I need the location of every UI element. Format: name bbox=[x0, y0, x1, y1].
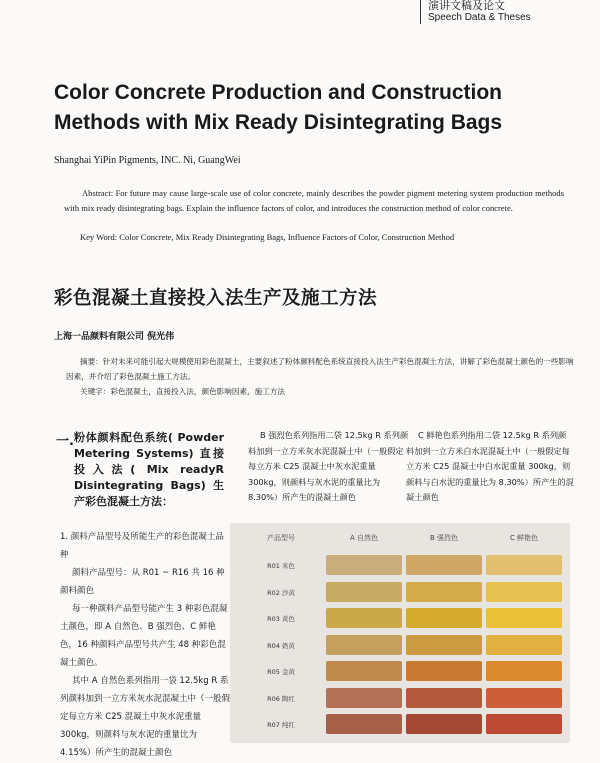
color-swatch bbox=[406, 688, 482, 708]
color-swatch bbox=[326, 688, 402, 708]
authors-cn: 上海一品颜料有限公司 倪光伟 bbox=[54, 332, 175, 342]
color-swatch-table bbox=[230, 523, 570, 743]
color-swatch bbox=[326, 714, 402, 734]
table-header-1: A 自然色 bbox=[349, 534, 378, 542]
color-swatch bbox=[486, 661, 562, 681]
table-row-label: R02 沙黄 bbox=[267, 588, 295, 597]
paragraph-3: 每一种颜料产品型号能产生 3 种彩色混凝土颜色，即 A 自然色、B 强烈色、C 鲜艳色，16 种颜料产品型号共产生 48 种彩色混凝土颜色。 bbox=[60, 604, 228, 668]
color-swatch bbox=[486, 555, 562, 575]
running-header-cn: 演讲文稿及论文 bbox=[428, 0, 505, 12]
color-swatch bbox=[326, 582, 402, 602]
keywords-cn: 关键字：彩色混凝土，直接投入法，颜色影响因素，施工方法 bbox=[80, 387, 286, 396]
color-swatch bbox=[486, 688, 562, 708]
table-row-label: R07 纯红 bbox=[267, 721, 295, 729]
abstract-cn: 摘要：针对未来可能引起大规模使用彩色混凝土，主要叙述了粉体颜料配色系统直接投入法生产彩色混凝土方法，讲解了彩色混凝土颜色的一些影响因素，并介绍了彩色混凝土施工方法。 bbox=[66, 357, 574, 381]
color-swatch bbox=[406, 582, 482, 602]
abstract-en: Abstract: For future may cause large-scale use of color concrete, mainly describes the powder pigment metering system production methods with mix ready disintegrating bags. Explain the influence factors of color, and introduces the construction method of color concrete. bbox=[64, 188, 564, 213]
section-heading: 粉体颜料配色系统( Powder Metering Systems) 直接投入法( Mix readyR Disintegrating Bags) 生产彩色混凝土方法： bbox=[74, 431, 224, 508]
table-row-label: R04 奶黄 bbox=[267, 641, 295, 650]
header-divider bbox=[420, 0, 421, 24]
body-column-left bbox=[60, 528, 230, 762]
body-column-right: C 鲜艳色系列指用二袋 12.5kg R 系列颜料加到一立方米白水泥混凝土中（一般假定每立方米 C25 混凝土中白水泥重量 300kg，则颜料与白水泥的重量比为 8.30%）所产生的混凝土颜色 bbox=[406, 430, 574, 502]
color-swatch bbox=[406, 608, 482, 628]
color-swatch bbox=[406, 635, 482, 655]
paper-title-en: Color Concrete Production and Construction Methods with Mix Ready Disintegrating Bags bbox=[54, 81, 503, 134]
body-column-middle: B 强烈色系列指用二袋 12.5kg R 系列颜料加到一立方米灰水泥混凝土中（一般假定每立方米 C25 混凝土中灰水泥重量 300kg，则颜料与灰水泥的重量比为 8.30%）所产生的混凝土颜色 bbox=[248, 430, 409, 502]
color-swatch bbox=[406, 555, 482, 575]
table-header-0: 产品型号 bbox=[267, 534, 295, 542]
table-row-label: R03 黄色 bbox=[267, 615, 295, 623]
color-swatch bbox=[326, 555, 402, 575]
keywords-en: Key Word: Color Concrete, Mix Ready Disintegrating Bags, Influence Factors of Color, Construction Method bbox=[80, 232, 455, 242]
table-header-2: B 强烈色 bbox=[429, 534, 459, 542]
color-swatch bbox=[326, 608, 402, 628]
section-number: 一. bbox=[56, 434, 74, 449]
paragraph-1: 1. 颜料产品型号及所能生产的彩色混凝土品种 bbox=[60, 532, 224, 560]
color-swatch bbox=[326, 635, 402, 655]
table-row-label: R05 金黄 bbox=[267, 668, 295, 676]
color-swatch bbox=[486, 608, 562, 628]
color-swatch bbox=[486, 635, 562, 655]
table-row-label: R01 米色 bbox=[267, 562, 295, 570]
color-swatch bbox=[406, 714, 482, 734]
paragraph-4: 其中 A 自然色系列指用一袋 12.5kg R 系列颜料加到一立方米灰水泥混凝土中（一般假定每立方米 C25 混凝土中灰水泥重量 300kg，则颜料与灰水泥的重量比为 4.15%）所产生的混凝土颜色 bbox=[60, 676, 231, 758]
table-row-label: R06 陶红 bbox=[267, 694, 295, 703]
color-swatch bbox=[326, 661, 402, 681]
color-swatch bbox=[486, 714, 562, 734]
running-header-en: Speech Data & Theses bbox=[428, 12, 531, 23]
authors-en: Shanghai YiPin Pigments, INC. Ni, GuangWei bbox=[54, 155, 241, 166]
color-swatch bbox=[486, 582, 562, 602]
paragraph-2: 颜料产品型号：从 R01 ~ R16 共 16 种颜料颜色 bbox=[60, 568, 225, 596]
color-swatch bbox=[406, 661, 482, 681]
table-header-3: C 鲜艳色 bbox=[509, 534, 539, 542]
paper-title-cn: 彩色混凝土直接投入法生产及施工方法 bbox=[54, 288, 378, 309]
